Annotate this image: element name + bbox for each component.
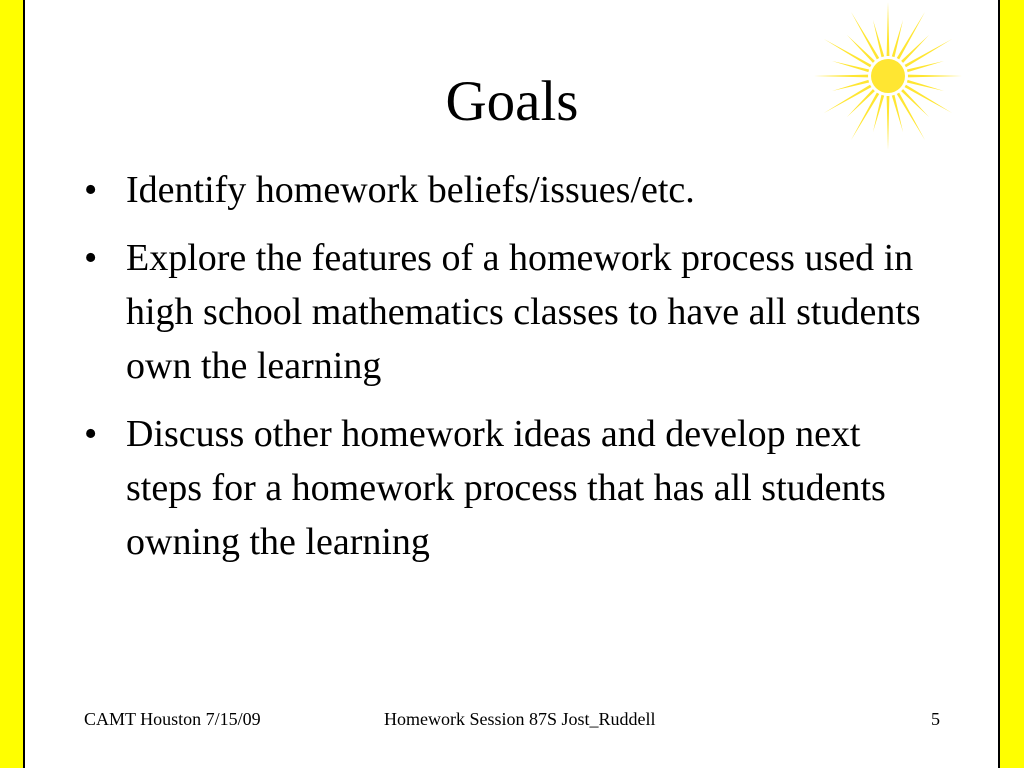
footer-left-text: CAMT Houston 7/15/09	[84, 709, 261, 729]
footer-center-text: Homework Session 87S Jost_Ruddell	[384, 709, 656, 729]
bullet-item: • Identify homework beliefs/issues/etc.	[84, 163, 944, 217]
bullet-list	[84, 163, 944, 583]
sun-ray	[901, 35, 929, 63]
sun-ray	[847, 35, 875, 63]
sun-ray	[887, 2, 890, 56]
bullet-item: • Discuss other homework ideas and develop next steps for a homework process that has all students owning the learning	[84, 407, 944, 569]
page-number: 5	[931, 709, 940, 729]
bullet-item: • Explore the features of a homework process used in high school mathematics classes to have all students own the learning	[84, 231, 944, 393]
slide-title: Goals	[445, 70, 579, 133]
